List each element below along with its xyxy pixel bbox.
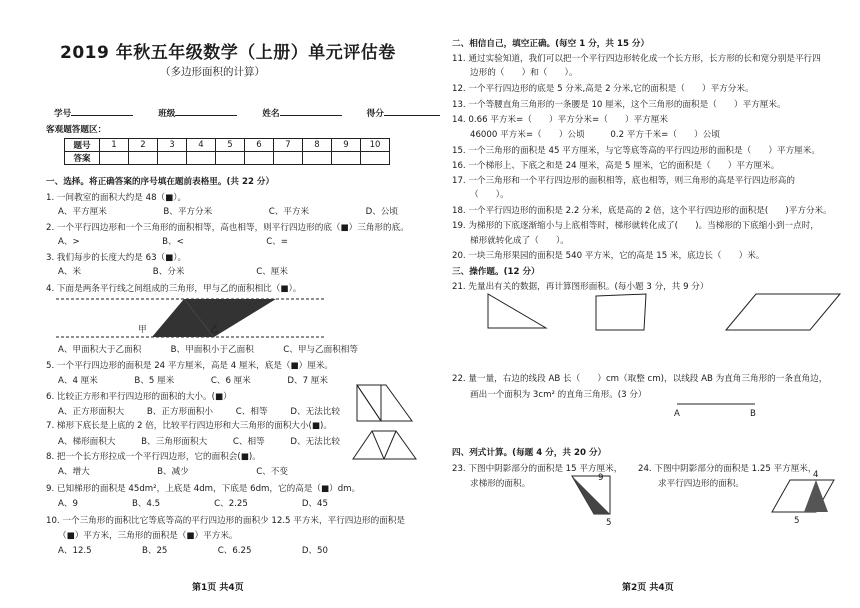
option: C、甲与乙面积相等 bbox=[283, 345, 358, 355]
question-2: 2. 一个平行四边形和一个三角形的面积相等，高也相等，则平行四边形的底（■）三角形的底。 bbox=[46, 223, 409, 233]
answer-cell[interactable] bbox=[216, 152, 245, 165]
answer-cell[interactable] bbox=[158, 152, 187, 165]
student-no-label: 学号 bbox=[54, 109, 72, 119]
option: B、5 厘米 bbox=[134, 376, 175, 386]
question-14-line2: 46000 平方米=（ ）公顷 0.2 平方千米=（ ）公顷 bbox=[470, 130, 720, 140]
question-23-line2: 求梯形的面积。 bbox=[470, 479, 531, 489]
answer-cell[interactable] bbox=[187, 152, 216, 165]
question-11-line2: 边形的（ ）和（ ）。 bbox=[470, 68, 578, 78]
section1-heading: 一、选择。将正确答案的序号填在题前表格里。(共 22 分） bbox=[46, 177, 275, 187]
q6-figure bbox=[356, 384, 414, 422]
option: C、= bbox=[266, 237, 288, 247]
option: D、45 bbox=[301, 499, 328, 509]
option: D、无法比较 bbox=[290, 407, 340, 417]
q3-options bbox=[58, 266, 288, 278]
option: B、4.5 bbox=[131, 499, 161, 509]
page-footer: 第1页 共4页 bbox=[192, 583, 244, 593]
answer-number: 1 bbox=[100, 139, 129, 152]
question-9: 9. 已知梯形的面积是 45dm²，上底是 4dm，下底是 6dm，它的高是（■）dm。 bbox=[46, 484, 361, 494]
answer-cell[interactable] bbox=[361, 152, 390, 165]
option: B、甲面积小于乙面积 bbox=[170, 345, 254, 355]
option: C、2.25 bbox=[214, 499, 248, 509]
answer-area-label: 客观题答题区： bbox=[46, 125, 107, 135]
question-1: 1. 一间教室的面积大约是 48（■）。 bbox=[46, 193, 187, 203]
q1-options bbox=[58, 206, 398, 218]
answer-number: 8 bbox=[303, 139, 332, 152]
question-20: 20. 一块三角形果园的面积是 540 平方米，它的高是 15 米，底边长（ ）米。 bbox=[452, 251, 765, 261]
question-12: 12. 一个平行四边形的底是 5 分米,高是 2 分米,它的面积是（ ）平方分米。 bbox=[452, 84, 754, 94]
point-b-label: B bbox=[750, 409, 756, 419]
answer-cell[interactable] bbox=[100, 152, 129, 165]
option: D、7 厘米 bbox=[287, 376, 328, 386]
q7-options bbox=[58, 436, 340, 448]
answer-cell[interactable] bbox=[332, 152, 361, 165]
name-field[interactable] bbox=[280, 106, 342, 116]
answer-number: 7 bbox=[274, 139, 303, 152]
option: D、公顷 bbox=[365, 207, 398, 217]
option: A、梯形面积大 bbox=[58, 437, 116, 447]
question-18: 18. 一个平行四边形的面积是 2.2 分米，底是高的 2 倍，这个平行四边形的面积是( )平方分米。 bbox=[452, 206, 832, 216]
answer-number: 10 bbox=[361, 139, 390, 152]
question-5: 5. 一个平行四边形的面积是 24 平方厘米，高是 4 厘米，底是（■）厘米。 bbox=[46, 361, 334, 371]
answer-cell[interactable] bbox=[129, 152, 158, 165]
question-22-line2: 画出一个面积为 3cm² 的直角三角形。(3 分） bbox=[470, 390, 647, 400]
right-page bbox=[430, 0, 860, 608]
class-field[interactable] bbox=[175, 106, 237, 116]
answer-number: 3 bbox=[158, 139, 187, 152]
name-label: 姓名 bbox=[262, 109, 280, 119]
answer-number: 2 bbox=[129, 139, 158, 152]
question-10-line1: 10. 一个三角形的面积比它等底等高的平行四边形的面积少 12.5 平方米，平行四边形的面积是 bbox=[46, 516, 405, 526]
answer-cell[interactable] bbox=[303, 152, 332, 165]
question-8: 8. 把一个长方形拉成一个平行四边形，它的面积会(■)。 bbox=[46, 452, 261, 462]
point-a-label: A bbox=[674, 409, 680, 419]
question-19-line1: 19. 为梯形的下底逐渐缩小与上底相等时，梯形就转化成了( )。当梯形的下底缩小到一点时， bbox=[452, 221, 819, 231]
question-17-line2: （ ）。 bbox=[470, 190, 509, 200]
page-title: 2019 年秋五年级数学（上册）单元评估卷 bbox=[60, 43, 396, 63]
option: A、增大 bbox=[58, 467, 90, 477]
segment-ab bbox=[676, 402, 756, 406]
option: A、平方厘米 bbox=[58, 207, 107, 217]
q2-options bbox=[58, 236, 288, 248]
section4-heading: 四、列式计算。(每题 4 分，共 20 分） bbox=[452, 448, 607, 458]
option: A、4 厘米 bbox=[58, 376, 98, 386]
q23-label-bottom: 5 bbox=[606, 518, 612, 528]
option: C、相等 bbox=[232, 437, 265, 447]
q4-label-jia: 甲 bbox=[138, 325, 147, 335]
q21-figures bbox=[486, 292, 846, 332]
question-11-line1: 11. 通过实验知道，我们可以把一个平行四边形转化成一个长方形，长方形的长和宽分别是平行四 bbox=[452, 54, 821, 64]
q7-figure bbox=[352, 430, 418, 460]
answer-row-label: 答案 bbox=[65, 152, 100, 165]
answer-number: 6 bbox=[245, 139, 274, 152]
answer-table-answer-row bbox=[65, 152, 390, 165]
option: B、分米 bbox=[152, 267, 185, 277]
question-15: 15. 一个三角形的面积是 45 平方厘米，与它等底等高的平行四边形的面积是（ ）平方厘米。 bbox=[452, 146, 820, 156]
page-footer: 第2页 共4页 bbox=[622, 583, 674, 593]
option: A、米 bbox=[58, 267, 82, 277]
option: D、无法比较 bbox=[290, 437, 340, 447]
answer-number: 9 bbox=[332, 139, 361, 152]
option: C、厘米 bbox=[256, 267, 288, 277]
answer-cell[interactable] bbox=[274, 152, 303, 165]
question-7: 7. 梯形下底长是上底的 2 倍，比较平行四边形和大三角形的面积大小(■)。 bbox=[46, 421, 332, 431]
option: D、50 bbox=[301, 546, 328, 556]
q4-options bbox=[58, 344, 358, 356]
class-label: 班级 bbox=[158, 109, 176, 119]
option: B、正方形面积小 bbox=[146, 407, 213, 417]
answer-number: 4 bbox=[187, 139, 216, 152]
q10-options bbox=[58, 545, 328, 557]
q24-figure bbox=[770, 478, 838, 514]
option: B、平方分米 bbox=[163, 207, 213, 217]
answer-table bbox=[64, 138, 390, 165]
section3-heading: 三、操作题。(12 分） bbox=[452, 267, 540, 277]
option: A、12.5 bbox=[58, 546, 92, 556]
option: C、相等 bbox=[235, 407, 268, 417]
option: A、正方形面积大 bbox=[58, 407, 125, 417]
q6-options bbox=[58, 406, 340, 418]
option: C、平方米 bbox=[268, 207, 310, 217]
page-subtitle: （多边形面积的计算） bbox=[160, 66, 265, 78]
question-13: 13. 一个等腰直角三角形的一条腰是 10 厘米，这个三角形的面积是（ ）平方厘米。 bbox=[452, 100, 786, 110]
q24-label-top: 4 bbox=[813, 470, 819, 480]
q9-options bbox=[58, 498, 328, 510]
question-4: 4. 下面是两条平行线之间组成的三角形，甲与乙的面积相比（■）。 bbox=[46, 284, 302, 294]
q4-label-yi: 乙 bbox=[210, 325, 219, 335]
option: B、< bbox=[162, 237, 184, 247]
question-14-line1: 14. 0.66 平方米=（ ）平方分米=（ ）平方厘米 bbox=[452, 115, 668, 125]
q4-figure bbox=[56, 296, 326, 342]
question-19-line2: 梯形就转化成了（ ）。 bbox=[470, 236, 569, 246]
question-24-line1: 24. 下图中阴影部分的面积是 1.25 平方厘米， bbox=[638, 464, 817, 474]
section2-heading: 二、相信自己，填空正确。(每空 1 分，共 15 分） bbox=[452, 39, 650, 49]
q23-label-top: 9 bbox=[598, 473, 604, 483]
question-6: 6. 比较正方形和平行四边形的面积的大小。(■） bbox=[46, 392, 232, 402]
answer-cell[interactable] bbox=[245, 152, 274, 165]
q24-label-bottom: 5 bbox=[794, 516, 800, 526]
q8-options bbox=[58, 466, 288, 478]
student-info-row bbox=[54, 106, 440, 120]
question-10-line2: （■）平方米，三角形的面积是（■）平方米。 bbox=[58, 531, 238, 541]
option: A、甲面积大于乙面积 bbox=[58, 345, 142, 355]
question-17-line1: 17. 一个三角形和一个平行四边形的面积相等，底也相等，则三角形的高是平行四边形高的 bbox=[452, 176, 795, 186]
option: B、减少 bbox=[157, 467, 189, 477]
question-16: 16. 一个梯形上、下底之和是 24 厘米，高是 5 厘米，它的面积是（ ）平方厘米。 bbox=[452, 161, 780, 171]
option: C、不变 bbox=[256, 467, 288, 477]
question-23-line1: 23. 下图中阴影部分的面积是 15 平方厘米， bbox=[452, 464, 623, 474]
option: B、三角形面积大 bbox=[141, 437, 208, 447]
number-row-label: 题号 bbox=[65, 139, 100, 152]
option: C、6 厘米 bbox=[210, 376, 251, 386]
student-no-field[interactable] bbox=[71, 106, 133, 116]
option: A、9 bbox=[58, 499, 78, 509]
score-label: 得分 bbox=[366, 109, 384, 119]
option: A、> bbox=[58, 237, 80, 247]
question-3: 3. 我们每步的长度大约是 63（■）。 bbox=[46, 253, 187, 263]
q5-options bbox=[58, 375, 328, 387]
option: C、6.25 bbox=[217, 546, 252, 556]
question-24-line2: 求平行四边形的面积。 bbox=[658, 479, 744, 489]
question-21: 21. 先量出有关的数据，再计算图形面积。(每小题 3 分，共 9 分） bbox=[452, 282, 709, 292]
q23-figure bbox=[570, 474, 620, 516]
answer-number: 5 bbox=[216, 139, 245, 152]
option: B、25 bbox=[141, 546, 168, 556]
question-22-line1: 22. 量一量，右边的线段 AB 长（ ）cm（取整 cm)，以线段 AB 为直角三角形的一条直角边， bbox=[452, 374, 828, 384]
answer-table-number-row bbox=[65, 139, 390, 152]
